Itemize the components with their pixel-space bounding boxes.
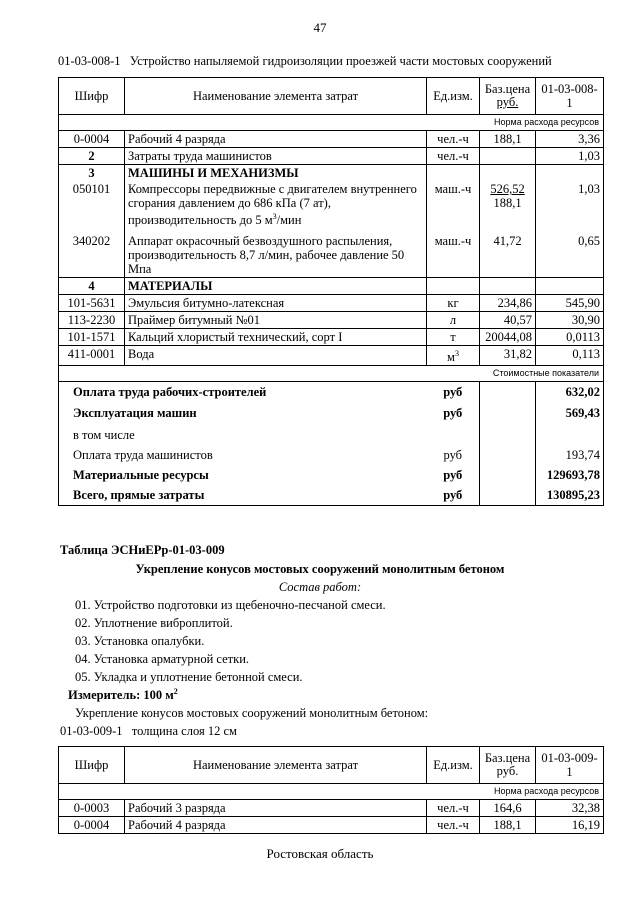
section-machines: МАШИНЫ И МЕХАНИЗМЫ (125, 165, 427, 182)
row-code: 0-0004 (59, 131, 125, 148)
summary-unit: руб (443, 385, 463, 400)
page-footer: Ростовская область (266, 846, 374, 861)
row-code: 411-0001 (59, 346, 125, 366)
work-item: 03. Установка опалубки. (75, 634, 205, 648)
row-price: 41,72 (480, 228, 536, 278)
table-row (59, 329, 604, 346)
row-name: Вода (125, 346, 427, 366)
row-price (480, 181, 536, 228)
row-name: Компрессоры передвижные с двигателем внутреннего сгорания давлением до 686 кПа (7 ат), производительность до 5 $м^3$/мин (125, 181, 427, 228)
row-price: 164,6 (480, 800, 536, 817)
row-price: 234,86 (480, 295, 536, 312)
row-code: 0-0004 (59, 817, 125, 834)
row-code: 3 (59, 165, 125, 182)
summary-name: Оплата труда рабочих-строителей (59, 382, 427, 403)
item-name: толщина слоя 12 см (131, 724, 237, 738)
work-item: 05. Укладка и уплотнение бетонной смеси. (75, 670, 303, 684)
summary-row (59, 485, 604, 506)
header-name: Наименование элемента затрат (125, 747, 427, 784)
header-code: Шифр (59, 78, 125, 115)
row-code: 4 (59, 278, 125, 295)
row-code: 101-1571 (59, 329, 125, 346)
row-price: 20044,08 (480, 329, 536, 346)
row-name: Эмульсия битумно-латексная (125, 295, 427, 312)
table1-header-row (59, 78, 604, 115)
row-norm: 1,03 (536, 148, 604, 165)
summary-unit: руб (443, 468, 463, 483)
row-norm: 0,113 (536, 346, 604, 366)
summary-value: 129693,78 (536, 465, 604, 485)
table-row (59, 148, 604, 165)
row-norm: 0,0113 (536, 329, 604, 346)
table-row (59, 165, 604, 182)
row-norm: 0,65 (536, 228, 604, 278)
table-row (59, 817, 604, 834)
row-unit: чел.-ч (427, 131, 480, 148)
row-norm: 30,90 (536, 312, 604, 329)
summary-name: Эксплуатация машин (59, 402, 427, 425)
cost-label: Стоимостные показатели (59, 366, 604, 382)
summary-value: 193,74 (536, 445, 604, 465)
row-code: 2 (59, 148, 125, 165)
header-norm: 01-03-008-1 (536, 78, 604, 115)
summary-row (59, 382, 604, 403)
header-price-top: Баз.цена (484, 82, 531, 96)
row-name: Рабочий 3 разряда (125, 800, 427, 817)
row-code: 101-5631 (59, 295, 125, 312)
row-unit: маш.-ч (427, 181, 480, 228)
row-name: Рабочий 4 разряда (125, 817, 427, 834)
row-norm: 3,36 (536, 131, 604, 148)
table1-code: 01-03-008-1 (58, 54, 121, 68)
table-row (59, 228, 604, 278)
table-row (59, 131, 604, 148)
row-name: Кальций хлористый технический, сорт I (125, 329, 427, 346)
summary-name: Материальные ресурсы (59, 465, 427, 485)
header-code: Шифр (59, 747, 125, 784)
table-row (59, 278, 604, 295)
summary-row (59, 402, 604, 425)
header-price-bottom: руб. (496, 764, 519, 778)
row-unit: чел.-ч (427, 800, 480, 817)
row-code: 340202 (59, 228, 125, 278)
resource-table-1 (58, 77, 604, 506)
section2-item (60, 724, 237, 739)
row-name: Праймер битумный №01 (125, 312, 427, 329)
work-item: 02. Уплотнение виброплитой. (75, 616, 233, 630)
row-unit: л (427, 312, 480, 329)
row-norm: 545,90 (536, 295, 604, 312)
page-number: 47 (313, 20, 327, 35)
summary-row (59, 445, 604, 465)
summary-name: Всего, прямые затраты (59, 485, 427, 506)
row-name: Рабочий 4 разряда (125, 131, 427, 148)
summary-row (59, 465, 604, 485)
row-unit: чел.-ч (427, 148, 480, 165)
row-price (480, 148, 536, 165)
row-unit: $м^3$ (427, 346, 480, 366)
works-title: Состав работ: (278, 580, 362, 594)
table-row (59, 312, 604, 329)
header-price (480, 747, 536, 784)
header-name: Наименование элемента затрат (125, 78, 427, 115)
meter: Измеритель: 100 $м^2$ (68, 687, 178, 703)
row-code: 050101 (59, 181, 125, 228)
summary-value: 130895,23 (536, 485, 604, 506)
row-price: 31,82 (480, 346, 536, 366)
row-name: Аппарат окрасочный безвоздушного распыления, производительность 8,7 л/мин, рабочее давление 50 Мпа (125, 228, 427, 278)
row-price: 188,1 (480, 817, 536, 834)
header-norm: 01-03-009-1 (536, 747, 604, 784)
row-norm: 32,38 (536, 800, 604, 817)
summary-value: 569,43 (536, 402, 604, 425)
item-code: 01-03-009-1 (60, 724, 123, 738)
row-norm: 1,03 (536, 181, 604, 228)
row-unit: кг (427, 295, 480, 312)
table-row (59, 346, 604, 366)
work-item: 01. Устройство подготовки из щебеночно-песчаной смеси. (75, 598, 386, 612)
table-row (59, 295, 604, 312)
row-norm: 16,19 (536, 817, 604, 834)
norm-label: Норма расхода ресурсов (59, 115, 604, 131)
section-materials: МАТЕРИАЛЫ (125, 278, 427, 295)
summary-value: 632,02 (536, 382, 604, 403)
summary-unit: руб (427, 485, 480, 506)
header-price-top: Баз.цена (484, 751, 531, 765)
section2-heading: Укрепление конусов мостовых сооружений монолитным бетоном (135, 562, 505, 576)
header-price-bottom: руб. (496, 95, 519, 109)
table-row (59, 800, 604, 817)
resource-table-2 (58, 746, 604, 834)
summary-name: в том числе (59, 425, 427, 445)
row-unit: маш.-ч (427, 228, 480, 278)
table2-header-row (59, 747, 604, 784)
table-row (59, 181, 604, 228)
summary-unit: руб (443, 406, 463, 421)
row-price-value: 526,52 (490, 182, 525, 196)
header-price (480, 78, 536, 115)
table1-title-text: Устройство напыляемой гидроизоляции проезжей части мостовых сооружений (129, 54, 552, 68)
norm-label: Норма расхода ресурсов (59, 784, 604, 800)
table1-title (58, 54, 552, 69)
summary-unit: руб (443, 448, 463, 463)
row-price: 40,57 (480, 312, 536, 329)
summary-row (59, 425, 604, 445)
row-unit: чел.-ч (427, 817, 480, 834)
row-name: Затраты труда машинистов (125, 148, 427, 165)
header-unit: Ед.изм. (427, 78, 480, 115)
section2-description: Укрепление конусов мостовых сооружений монолитным бетоном: (75, 706, 429, 720)
summary-name: Оплата труда машинистов (59, 445, 427, 465)
row-price: 188,1 (480, 131, 536, 148)
row-price-value-2: 188,1 (493, 196, 522, 210)
header-unit: Ед.изм. (427, 747, 480, 784)
work-item: 04. Установка арматурной сетки. (75, 652, 250, 666)
row-code: 0-0003 (59, 800, 125, 817)
row-unit: т (427, 329, 480, 346)
table2-title: Таблица ЭСНиЕРр-01-03-009 (60, 543, 225, 557)
row-code: 113-2230 (59, 312, 125, 329)
